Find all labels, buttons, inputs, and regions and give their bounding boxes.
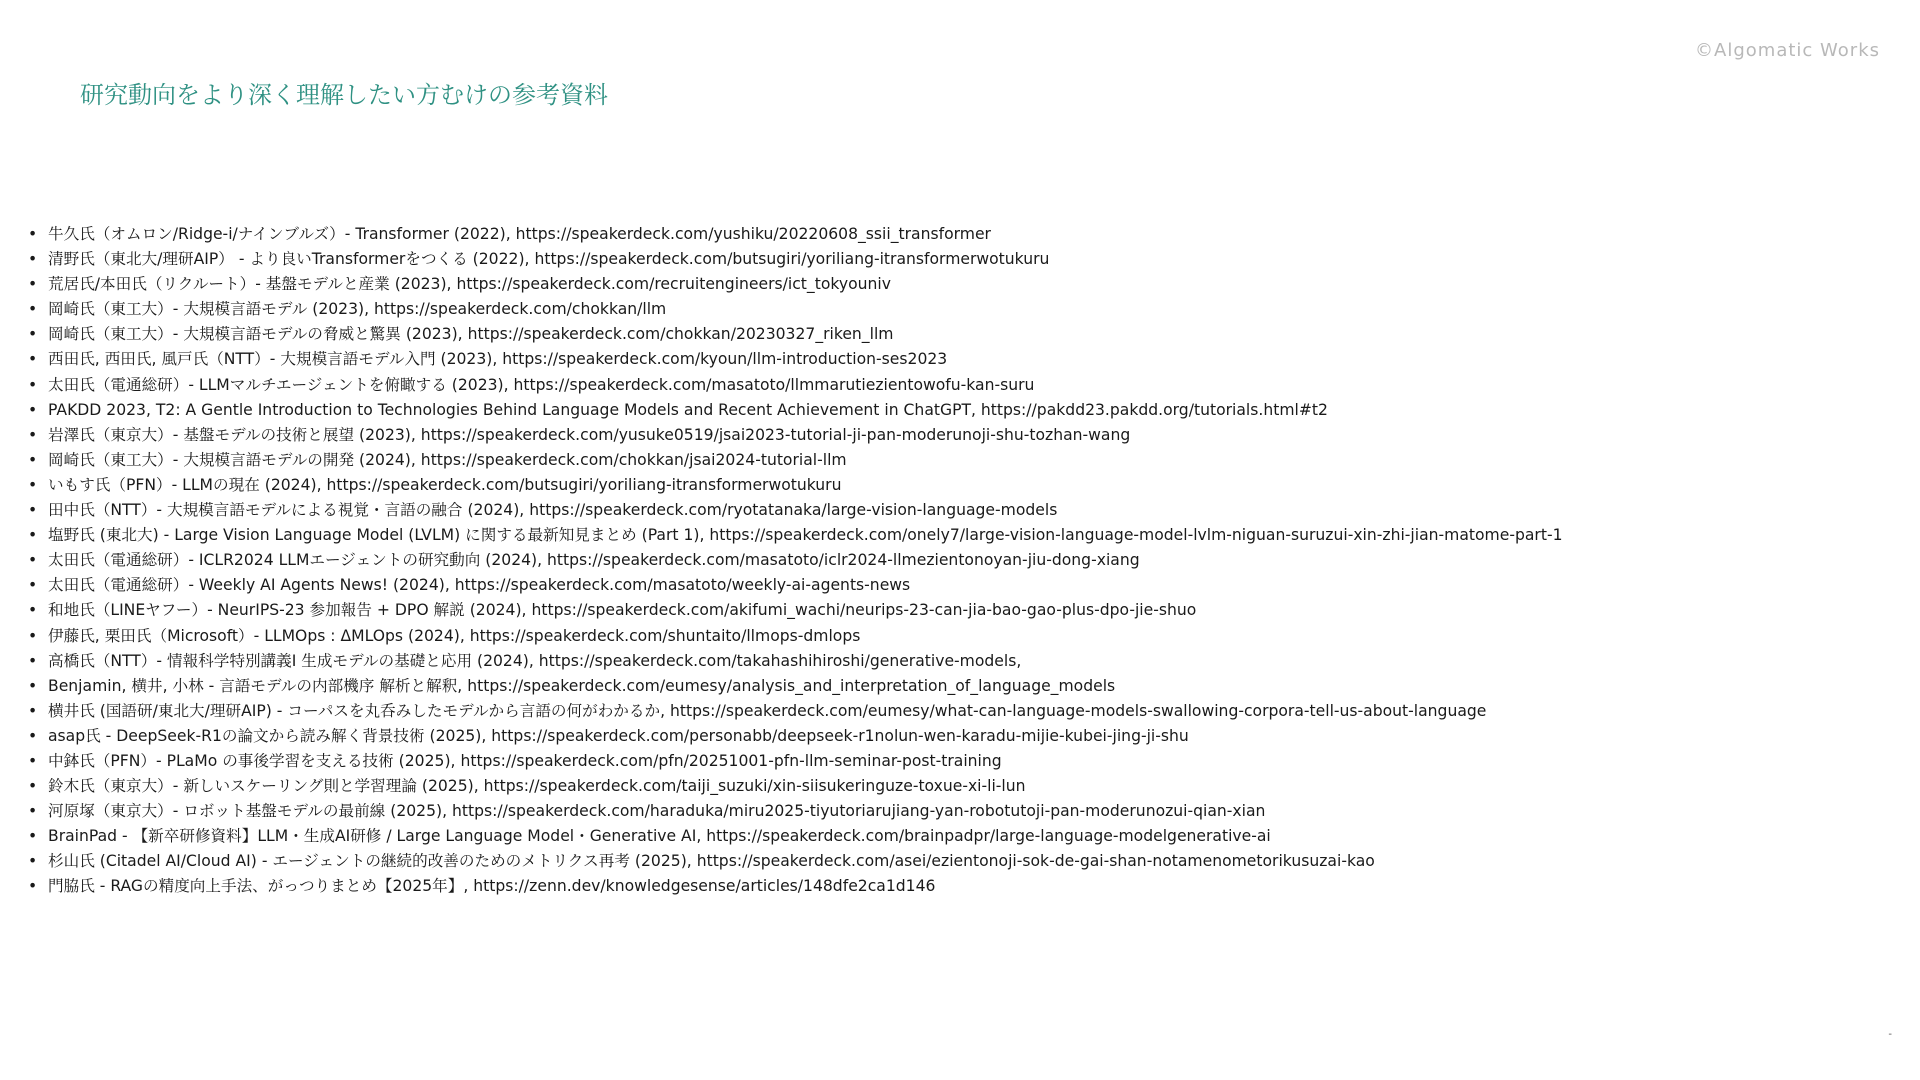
list-item: • 岡崎氏（東工大）- 大規模言語モデル (2023), https://speakerdeck.com/chokkan/llm (26, 297, 1906, 322)
list-item: • 杉山氏 (Citadel AI/Cloud AI) - エージェントの継続的改善のためのメトリクス再考 (2025), https://speakerdeck.com/asei/ezientonoji-sok-de-gai-shan-notamenometorikusuzai-kao (26, 849, 1906, 874)
reference-list (26, 222, 1906, 900)
list-item: • 太田氏（電通総研）- LLMマルチエージェントを俯瞰する (2023), https://speakerdeck.com/masatoto/llmmarutiezientowofu-kan-suru (26, 373, 1906, 398)
list-item: • 岡崎氏（東工大）- 大規模言語モデルの開発 (2024), https://speakerdeck.com/chokkan/jsai2024-tutorial-llm (26, 448, 1906, 473)
page-title: 研究動向をより深く理解したい方むけの参考資料 (80, 81, 608, 109)
page-marker: - (1888, 1029, 1892, 1040)
list-item: • asap氏 - DeepSeek-R1の論文から読み解く背景技術 (2025), https://speakerdeck.com/personabb/deepseek-r1nolun-wen-karadu-mijie-kubei-jing-ji-shu (26, 724, 1906, 749)
list-item: • 田中氏（NTT）- 大規模言語モデルによる視覚・言語の融合 (2024), https://speakerdeck.com/ryotatanaka/large-vision-language-models (26, 498, 1906, 523)
list-item: • 清野氏（東北大/理研AIP） - より良いTransformerをつくる (2022), https://speakerdeck.com/butsugiri/yoriliang-itransformerwotukuru (26, 247, 1906, 272)
list-item: • 高橋氏（NTT）- 情報科学特別講義Ⅰ 生成モデルの基礎と応用 (2024), https://speakerdeck.com/takahashihiroshi/generative-models, (26, 649, 1906, 674)
list-item: • 門脇氏 - RAGの精度向上手法、がっつりまとめ【2025年】, https://zenn.dev/knowledgesense/articles/148dfe2ca1d146 (26, 874, 1906, 899)
list-item: • 和地氏（LINEヤフー）- NeurIPS-23 参加報告 + DPO 解説 (2024), https://speakerdeck.com/akifumi_wachi/neurips-23-can-jia-bao-gao-plus-dpo-jie-shuo (26, 598, 1906, 623)
list-item: • 岩澤氏（東京大）- 基盤モデルの技術と展望 (2023), https://speakerdeck.com/yusuke0519/jsai2023-tutorial-ji-pan-moderunoji-shu-tozhan-wang (26, 423, 1906, 448)
list-item: • 西田氏, 西田氏, 風戸氏（NTT）- 大規模言語モデル入門 (2023), https://speakerdeck.com/kyoun/llm-introduction-ses2023 (26, 347, 1906, 372)
list-item: • 横井氏 (国語研/東北大/理研AIP) - コーパスを丸呑みしたモデルから言語の何がわかるか, https://speakerdeck.com/eumesy/what-can-language-models-swallowing-corpora-tell-us-about-language (26, 699, 1906, 724)
list-item: • 岡崎氏（東工大）- 大規模言語モデルの脅威と驚異 (2023), https://speakerdeck.com/chokkan/20230327_riken_llm (26, 322, 1906, 347)
list-item: • 伊藤氏, 栗田氏（Microsoft）- LLMOps : ΔMLOps (2024), https://speakerdeck.com/shuntaito/llmops-dmlops (26, 624, 1906, 649)
list-item: • いもす氏（PFN）- LLMの現在 (2024), https://speakerdeck.com/butsugiri/yoriliang-itransformerwotukuru (26, 473, 1906, 498)
list-item: • 中鉢氏（PFN）- PLaMo の事後学習を支える技術 (2025), https://speakerdeck.com/pfn/20251001-pfn-llm-seminar-post-training (26, 749, 1906, 774)
list-item: • 牛久氏（オムロン/Ridge-i/ナインブルズ）- Transformer (2022), https://speakerdeck.com/yushiku/20220608_ssii_transformer (26, 222, 1906, 247)
list-item: • 荒居氏/本田氏（リクルート）- 基盤モデルと産業 (2023), https://speakerdeck.com/recruitengineers/ict_tokyouniv (26, 272, 1906, 297)
list-item: • 太田氏（電通総研）- ICLR2024 LLMエージェントの研究動向 (2024), https://speakerdeck.com/masatoto/iclr2024-llmezientonoyan-jiu-dong-xiang (26, 548, 1906, 573)
list-item: • 塩野氏 (東北大) - Large Vision Language Model (LVLM) に関する最新知見まとめ (Part 1), https://speakerdeck.com/onely7/large-vision-language-model-lvlm-niguan-suruzui-xin-zhi-jian-matome-part-1 (26, 523, 1906, 548)
list-item: • BrainPad - 【新卒研修資料】LLM・生成AI研修 / Large Language Model・Generative AI, https://speakerdeck.com/brainpadpr/large-language-modelgenerative-ai (26, 824, 1906, 849)
list-item: • Benjamin, 横井, 小林 - 言語モデルの内部機序 解析と解釈, https://speakerdeck.com/eumesy/analysis_and_interpretation_of_language_models (26, 674, 1906, 699)
list-item: • 太田氏（電通総研）- Weekly AI Agents News! (2024), https://speakerdeck.com/masatoto/weekly-ai-agents-news (26, 573, 1906, 598)
list-item: • 鈴木氏（東京大）- 新しいスケーリング則と学習理論 (2025), https://speakerdeck.com/taiji_suzuki/xin-siisukeringuze-toxue-xi-li-lun (26, 774, 1906, 799)
copyright-label: ©Algomatic Works (1695, 40, 1880, 61)
list-item: • 河原塚（東京大）- ロボット基盤モデルの最前線 (2025), https://speakerdeck.com/haraduka/miru2025-tiyutoriarujiang-yan-robotutoji-pan-moderunozui-qian-xian (26, 799, 1906, 824)
list-item: • PAKDD 2023, T2: A Gentle Introduction to Technologies Behind Language Models and Recent Achievement in ChatGPT, https://pakdd23.pakdd.org/tutorials.html#t2 (26, 398, 1906, 423)
